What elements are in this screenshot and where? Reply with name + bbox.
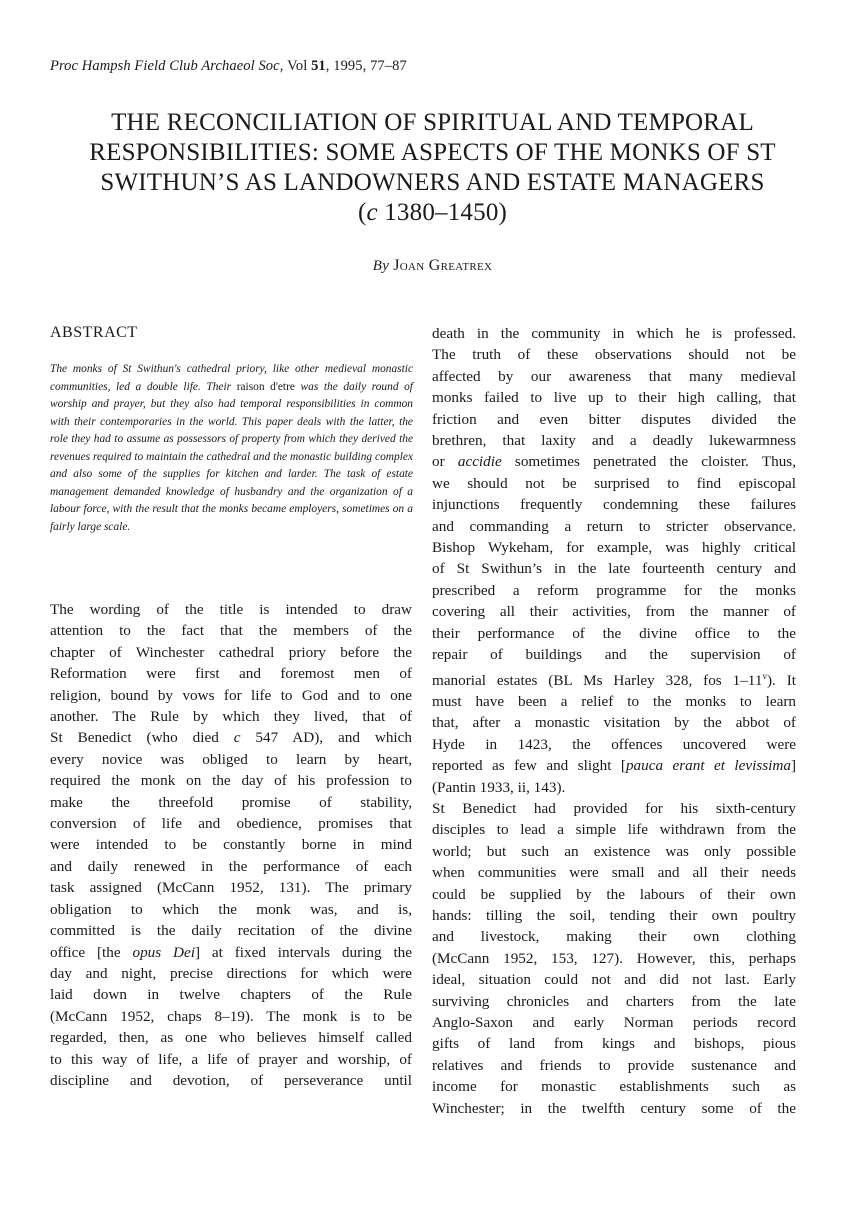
text-line: and livestock, making their own clothing: [432, 928, 796, 946]
text-line: ideal, situation could not and did not last. Early: [432, 971, 796, 989]
text-line: make the threefold promise of stability,: [50, 793, 412, 811]
text-line: Anglo-Saxon and early Norman periods record: [432, 1014, 796, 1032]
abstract-heading: ABSTRACT: [50, 324, 138, 341]
text-line: chapter of Winchester cathedral priory before the: [50, 643, 412, 661]
journal-citation: [50, 58, 407, 75]
text-line: another. The Rule by which they lived, that of: [50, 708, 412, 726]
body-column-right: [432, 323, 796, 1119]
text-line: (McCann 1952, 153, 127). However, this, perhaps: [432, 949, 796, 967]
text-line: injunctions frequently condemning these failures: [432, 496, 796, 514]
text-line: St Benedict (who died c 547 AD), and which: [50, 729, 412, 747]
text-line: Hyde in 1423, the offences uncovered were: [432, 735, 796, 753]
text-line: hands: tilling the soil, tending their own poultry: [432, 907, 796, 925]
text-line: (McCann 1952, chaps 8–19). The monk is to be: [50, 1007, 412, 1025]
body-column-left: [50, 599, 412, 1091]
text-line: conversion of life and obedience, promises that: [50, 815, 412, 833]
abstract-part-1: The monks of St Swithun's cathedral priory, like other medieval monastic communities, led a double life. Their: [50, 363, 413, 393]
text-line: must have been a relief to the monks to learn: [432, 692, 796, 710]
text-line: their performance of the divine office to the: [432, 624, 796, 642]
text-line: prescribed a reform programme for the monks: [432, 581, 796, 599]
text-line: gifts of land from kings and bishops, pious: [432, 1035, 796, 1053]
text-line: death in the community in which he is professed.: [432, 325, 796, 342]
text-line: covering all their activities, from the manner of: [432, 603, 796, 621]
text-line: relatives and friends to provide sustenance and: [432, 1056, 796, 1074]
text-line: obligation to which the monk was, and is,: [50, 900, 412, 918]
text-line: Winchester; in the twelfth century some of the: [432, 1099, 796, 1117]
text-line: world; but such an existence was only possible: [432, 842, 796, 860]
text-line: committed is the daily recitation of the divine: [50, 922, 412, 940]
text-line: and commanding a return to stricter observance.: [432, 517, 796, 535]
journal-name: Proc Hampsh Field Club Archaeol Soc,: [50, 58, 284, 74]
title-line: THE RECONCILIATION OF SPIRITUAL AND TEMPORAL: [111, 109, 754, 136]
text-line: Bishop Wykeham, for example, was highly critical: [432, 539, 796, 557]
text-line: Reformation were first and foremost men of: [50, 665, 412, 683]
text-line: friction and even bitter disputes divided the: [432, 410, 796, 428]
text-line: of St Swithun’s in the late fourteenth century and: [432, 560, 796, 578]
text-line: were intended to be constantly borne in mind: [50, 836, 412, 854]
text-line: religion, bound by vows for life to God and to one: [50, 686, 412, 704]
text-line: we should not be surprised to find episcopal: [432, 474, 796, 492]
text-line: or accidie sometimes penetrated the cloister. Thus,: [432, 453, 796, 471]
article-title: [40, 108, 825, 228]
text-line: that, after a monastic visitation by the abbot of: [432, 714, 796, 732]
abstract-upright-phrase: raison d'etre: [236, 380, 295, 393]
text-line: laid down in twelve chapters of the Rule: [50, 986, 412, 1004]
text-line: affected by our awareness that many medieval: [432, 367, 796, 385]
text-line: The truth of these observations should not be: [432, 346, 796, 364]
text-line: brethren, that laxity and a deadly lukewarmness: [432, 432, 796, 450]
text-line: surviving chronicles and charters from the late: [432, 992, 796, 1010]
title-date-line: (c 1380–1450): [357, 199, 508, 226]
text-line: every novice was obliged to learn by heart,: [50, 750, 412, 768]
byline-prefix: By: [372, 258, 390, 274]
text-line: could be supplied by the labours of their own: [432, 885, 796, 903]
text-line: The wording of the title is intended to draw: [50, 601, 412, 618]
text-line: repair of buildings and the supervision of: [432, 646, 796, 664]
text-line: task assigned (McCann 1952, 131). The primary: [50, 879, 412, 897]
author-name: Joan Greatrex: [393, 257, 493, 274]
text-line: reported as few and slight [pauca erant et levissima]: [432, 757, 796, 775]
page-range: , 1995, 77–87: [325, 58, 407, 74]
text-line: income for monastic establishments such as: [432, 1078, 796, 1096]
text-line: office [the opus Dei] at fixed intervals during the: [50, 943, 413, 961]
text-line: (Pantin 1933, ii, 143).: [432, 778, 566, 796]
text-line: attention to the fact that the members of the: [50, 622, 412, 640]
volume-label: Vol: [287, 58, 308, 74]
title-line: SWITHUN’S AS LANDOWNERS AND ESTATE MANAGERS: [100, 169, 765, 196]
text-line: and daily renewed in the performance of each: [50, 857, 412, 875]
text-line: when communities were small and all their needs: [432, 864, 796, 882]
text-line: day and night, precise directions for which were: [50, 964, 412, 982]
text-line: St Benedict had provided for his sixth-century: [432, 800, 796, 817]
text-line: to this way of life, a life of prayer and worship, of: [50, 1050, 412, 1068]
abstract-text: [50, 361, 413, 536]
text-line: monks failed to live up to their high calling, that: [432, 389, 796, 407]
text-line: regarded, then, as one who believes himself called: [50, 1029, 412, 1047]
text-line: disciples to lead a simple life withdrawn from the: [432, 821, 796, 839]
title-line: RESPONSIBILITIES: SOME ASPECTS OF THE MONKS OF ST: [89, 139, 776, 166]
volume-number: 51: [311, 58, 326, 74]
text-line: discipline and devotion, of perseverance until: [50, 1071, 412, 1089]
text-line: required the monk on the day of his profession to: [50, 772, 412, 790]
text-line: manorial estates (BL Ms Harley 328, fos 1–11$^v$). It: [432, 670, 796, 689]
abstract-part-2: was the daily round of worship and prayer, but they also had temporal responsibilities in common with their contemporaries in the world. This paper deals with the latter, the role they had to assume as possessors of property from which they derived the revenues required to maintain the cathedral and the monastic building complex and also some of the supplies for kitchen and larder. The task of estate management demanded knowledge of husbandry and the organization of a labour force, with the result that the monks became employers, sometimes on a fairly large scale.: [50, 380, 413, 533]
author-byline: [0, 257, 865, 275]
